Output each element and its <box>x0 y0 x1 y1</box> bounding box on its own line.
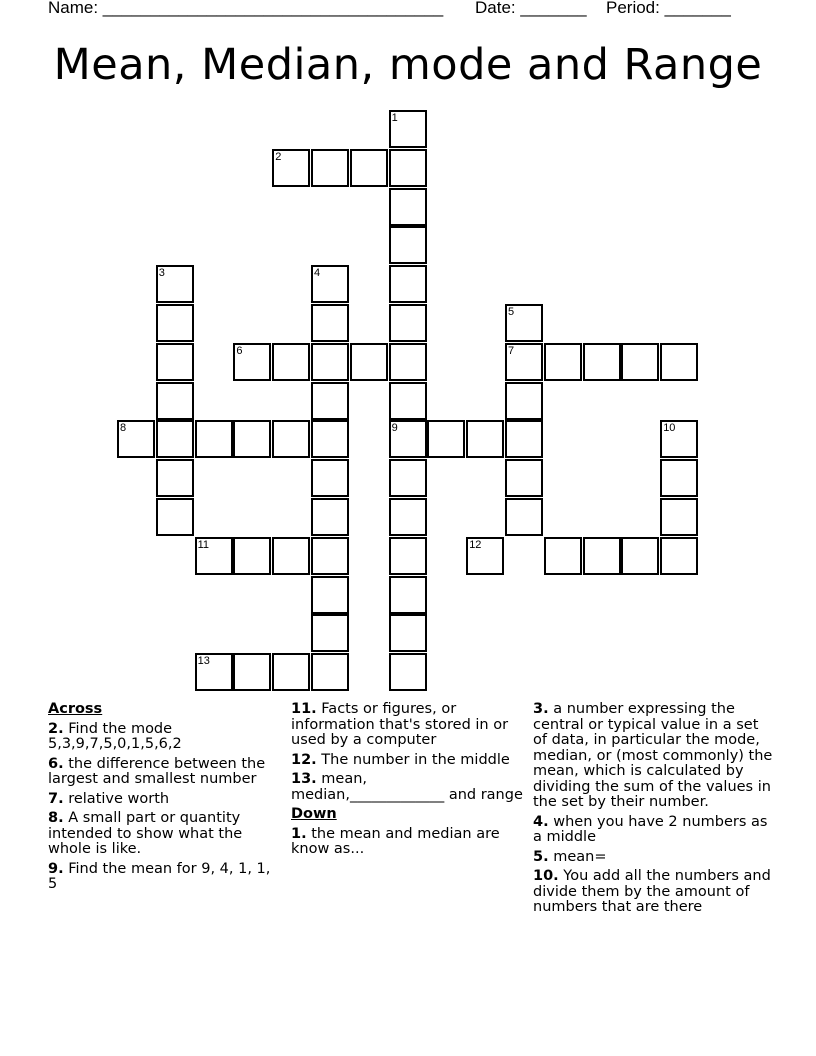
grid-cell[interactable] <box>660 459 698 497</box>
clue-down-10: 10. You add all the numbers and divide them by the amount of numbers that are there <box>533 868 771 915</box>
grid-cell[interactable] <box>660 498 698 536</box>
clue-number: 2 <box>275 150 282 163</box>
grid-cell[interactable] <box>311 576 349 614</box>
clue-across-9: 9. Find the mean for 9, 4, 1, 1, 5 <box>48 860 271 892</box>
grid-cell[interactable] <box>311 343 349 381</box>
grid-cell[interactable] <box>272 420 310 458</box>
grid-cell[interactable] <box>389 110 427 148</box>
grid-cell[interactable] <box>389 653 427 691</box>
grid-cell[interactable] <box>272 149 310 187</box>
grid-cell[interactable] <box>156 498 194 536</box>
grid-cell[interactable] <box>311 653 349 691</box>
grid-cell[interactable] <box>621 537 659 575</box>
grid-cell[interactable] <box>233 343 271 381</box>
grid-cell[interactable] <box>389 343 427 381</box>
grid-cell[interactable] <box>350 343 388 381</box>
clue-down-4: 4. when you have 2 numbers as a middle <box>533 813 768 845</box>
clue-number: 8 <box>120 422 127 435</box>
date-field-label: Date: _______ <box>475 0 587 17</box>
clue-column-1 <box>48 702 280 897</box>
grid-cell[interactable] <box>195 653 233 691</box>
grid-cell[interactable] <box>311 537 349 575</box>
grid-cell[interactable] <box>583 343 621 381</box>
grid-cell[interactable] <box>389 498 427 536</box>
grid-cell[interactable] <box>272 653 310 691</box>
clue-column-3 <box>533 702 773 920</box>
grid-cell[interactable] <box>389 614 427 652</box>
grid-cell[interactable] <box>311 420 349 458</box>
clue-number: 7 <box>508 344 515 357</box>
grid-cell[interactable] <box>311 498 349 536</box>
page-title: Mean, Median, mode and Range <box>53 40 763 90</box>
clue-across-6: 6. the difference between the largest and smallest number <box>48 755 266 787</box>
clue-across-12: 12. The number in the middle <box>291 751 510 768</box>
clue-across-7: 7. relative worth <box>48 790 170 807</box>
grid-cell[interactable] <box>156 382 194 420</box>
grid-cell[interactable] <box>544 537 582 575</box>
clue-down-1: 1. the mean and median are know as... <box>291 825 500 857</box>
grid-cell[interactable] <box>233 653 271 691</box>
grid-cell[interactable] <box>505 498 543 536</box>
clue-across-8: 8. A small part or quantity intended to show what the whole is like. <box>48 810 243 857</box>
clue-number: 4 <box>314 267 321 280</box>
grid-cell[interactable] <box>389 459 427 497</box>
clue-number: 6 <box>236 344 243 357</box>
grid-cell[interactable] <box>505 304 543 342</box>
grid-cell[interactable] <box>156 304 194 342</box>
grid-cell[interactable] <box>156 420 194 458</box>
grid-cell[interactable] <box>389 149 427 187</box>
grid-cell[interactable] <box>660 537 698 575</box>
clue-across-11: 11. Facts or figures, or information that's stored in or used by a computer <box>291 701 509 748</box>
grid-cell[interactable] <box>233 420 271 458</box>
clue-number: 9 <box>391 422 398 435</box>
grid-cell[interactable] <box>156 459 194 497</box>
grid-cell[interactable] <box>156 343 194 381</box>
grid-cell[interactable] <box>195 420 233 458</box>
grid-cell[interactable] <box>389 265 427 303</box>
grid-cell[interactable] <box>311 614 349 652</box>
grid-cell[interactable] <box>660 420 698 458</box>
clue-number: 11 <box>197 538 210 551</box>
grid-cell[interactable] <box>427 420 465 458</box>
grid-cell[interactable] <box>583 537 621 575</box>
grid-cell[interactable] <box>389 576 427 614</box>
grid-cell[interactable] <box>311 382 349 420</box>
clue-number: 3 <box>158 267 165 280</box>
grid-cell[interactable] <box>389 188 427 226</box>
grid-cell[interactable] <box>311 149 349 187</box>
clue-across-2: 2. Find the mode 5,3,9,7,5,0,1,5,6,2 <box>48 720 182 752</box>
grid-cell[interactable] <box>272 537 310 575</box>
name-field-label: Name: ____________________________________ <box>48 0 444 17</box>
grid-cell[interactable] <box>389 304 427 342</box>
across-heading: Across <box>48 701 103 717</box>
grid-cell[interactable] <box>272 343 310 381</box>
down-heading: Down <box>291 806 337 822</box>
grid-cell[interactable] <box>621 343 659 381</box>
clue-column-2 <box>291 702 523 862</box>
grid-cell[interactable] <box>311 304 349 342</box>
clue-number: 13 <box>197 655 210 668</box>
grid-cell[interactable] <box>505 420 543 458</box>
grid-cell[interactable] <box>389 420 427 458</box>
clue-number: 1 <box>391 112 398 124</box>
grid-cell[interactable] <box>505 343 543 381</box>
grid-cell[interactable] <box>660 343 698 381</box>
grid-cell[interactable] <box>505 459 543 497</box>
grid-cell[interactable] <box>233 537 271 575</box>
clue-down-5: 5. mean= <box>533 848 607 865</box>
grid-cell[interactable] <box>389 382 427 420</box>
grid-cell[interactable] <box>311 459 349 497</box>
grid-cell[interactable] <box>350 149 388 187</box>
clue-number: 5 <box>508 306 515 318</box>
grid-cell[interactable] <box>466 537 504 575</box>
grid-cell[interactable] <box>195 537 233 575</box>
grid-cell[interactable] <box>389 226 427 264</box>
period-field-label: Period: _______ <box>606 0 731 17</box>
grid-cell[interactable] <box>311 265 349 303</box>
clue-down-3: 3. a number expressing the central or typical value in a set of data, in particular the mode, median, or (most commonly) the mean, which is calculated by dividing the sum of the values in the set by their number. <box>533 701 773 810</box>
grid-cell[interactable] <box>466 420 504 458</box>
grid-cell[interactable] <box>544 343 582 381</box>
clue-number: 12 <box>469 538 482 551</box>
grid-cell[interactable] <box>505 382 543 420</box>
clue-across-13: 13. mean, median,_____________ and range <box>291 771 523 803</box>
grid-cell[interactable] <box>117 420 155 458</box>
clue-number: 10 <box>663 422 676 435</box>
grid-cell[interactable] <box>389 537 427 575</box>
grid-cell[interactable] <box>156 265 194 303</box>
